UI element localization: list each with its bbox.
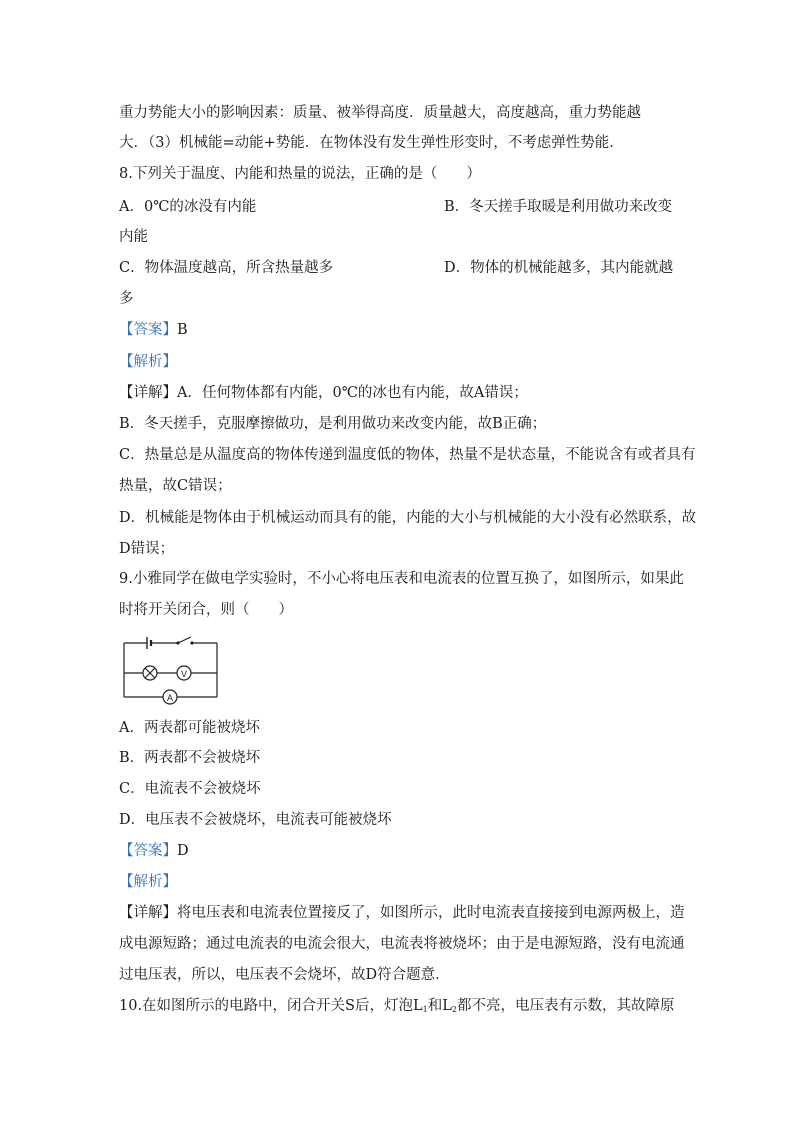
q9-option-a: A．两表都可能被烧坏 — [119, 720, 260, 736]
ammeter-label: A — [166, 693, 174, 703]
q8-option-b-cont: 内能 — [119, 229, 148, 245]
q10-sub-2: 2 — [451, 1005, 457, 1014]
circuit-diagram — [119, 633, 223, 707]
intro-line-1: 重力势能大小的影响因素：质量、被举得高度．质量越大，高度越高，重力势能越 — [119, 105, 641, 121]
q10-sub-1: 1 — [422, 1005, 428, 1014]
q9-exp1-text: 将电压表和电流表位置接反了，如图所示，此时电流表直接接到电源两极上，造 — [177, 905, 685, 921]
q8-explanation-1 — [119, 383, 528, 403]
q10-stem-part-3: 都不亮，电压表有示数，其故障原 — [456, 998, 675, 1014]
q8-explanation-3-cont: 热量，故C错误； — [119, 478, 232, 494]
q8-explanation-3: C．热量总是从温度高的物体传递到温度低的物体，热量不是状态量，不能说含有或者具有 — [119, 447, 696, 463]
q9-option-c: C．电流表不会被烧坏 — [119, 781, 261, 797]
answer-value: D — [177, 843, 189, 859]
q8-explanation-4-cont: D错误； — [119, 541, 175, 557]
q9-option-d: D．电压表不会被烧坏，电流表可能被烧坏 — [119, 812, 392, 828]
q9-explanation-3: 过电压表，所以，电压表不会烧坏，故D符合题意． — [119, 967, 450, 983]
q8-stem: 8.下列关于温度、内能和热量的说法，正确的是（ ） — [119, 166, 481, 182]
q8-explanation-4: D．机械能是物体由于机械运动而具有的能，内能的大小与机械能的大小没有必然联系，故 — [119, 510, 697, 526]
detail-tag: 【详解】 — [119, 905, 177, 921]
q9-option-b: B．两表都不会被烧坏 — [119, 750, 261, 766]
q8-option-d: D．物体的机械能越多，其内能就越 — [444, 260, 674, 276]
q10-stem-part-1: 10.在如图所示的电路中，闭合开关S后，灯泡L — [119, 998, 423, 1014]
q10-stem-part-2: 和L — [427, 998, 452, 1014]
q8-option-b: B．冬天搓手取暖是利用做功来改变 — [444, 199, 673, 215]
q10-stem — [119, 996, 674, 1020]
q9-stem-1: 9.小雅同学在做电学实验时，不小心将电压表和电流表的位置互换了，如图所示，如果此 — [119, 571, 684, 587]
q8-option-d-cont: 多 — [119, 291, 134, 307]
q9-explanation-2: 成电源短路；通过电流表的电流会很大，电流表将被烧坏；由于是电源短路，没有电流通 — [119, 936, 685, 952]
q9-stem-2: 时将开关闭合，则（ ） — [119, 602, 293, 618]
q8-answer — [119, 320, 188, 340]
answer-value: B — [177, 322, 188, 338]
answer-tag: 【答案】 — [119, 322, 177, 338]
q8-analysis-tag: 【解析】 — [119, 354, 177, 370]
answer-tag: 【答案】 — [119, 843, 177, 859]
q8-exp1-text: A．任何物体都有内能，0℃的冰也有内能，故A错误； — [177, 385, 528, 401]
q8-option-c: C．物体温度越高，所含热量越多 — [119, 260, 334, 276]
q9-analysis-tag: 【解析】 — [119, 874, 177, 890]
voltmeter-label: V — [180, 669, 188, 679]
detail-tag: 【详解】 — [119, 385, 177, 401]
q8-explanation-2: B．冬天搓手，克服摩擦做功，是利用做功来改变内能，故B正确； — [119, 416, 547, 432]
q9-answer — [119, 841, 189, 861]
q8-option-a: A．0℃的冰没有内能 — [119, 199, 257, 215]
intro-line-2: 大．（3）机械能=动能+势能．在物体没有发生弹性形变时，不考虑弹性势能． — [119, 135, 624, 151]
q9-explanation-1 — [119, 903, 685, 923]
